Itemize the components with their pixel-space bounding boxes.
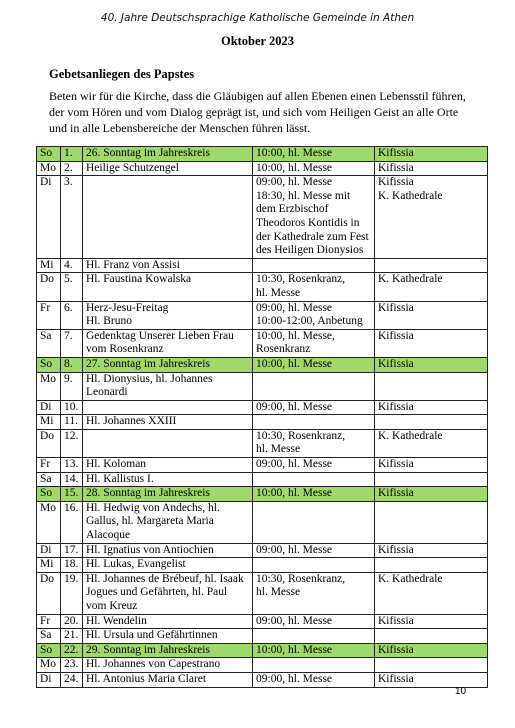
weekday-cell: Di <box>37 672 61 687</box>
date-cell: 19. <box>61 572 83 614</box>
location-cell: Kifissia <box>375 400 488 415</box>
time-cell <box>253 472 375 487</box>
location-cell: Kifissia <box>375 458 488 473</box>
table-row <box>37 658 488 673</box>
table-row-sunday <box>37 643 488 658</box>
time-cell: 10:30, Rosenkranz, hl. Messe <box>253 572 375 614</box>
page-number: 10 <box>455 686 467 697</box>
time-cell <box>253 372 375 400</box>
weekday-cell: So <box>37 643 61 658</box>
weekday-cell: Mi <box>37 558 61 573</box>
date-cell: 5. <box>61 273 83 301</box>
date-cell: 6. <box>61 301 83 329</box>
location-cell <box>375 658 488 673</box>
weekday-cell: Mo <box>37 501 61 543</box>
weekday-cell: So <box>37 147 61 162</box>
table-row <box>37 672 488 687</box>
location-cell: Kifissia <box>375 161 488 176</box>
time-cell: 09:00, hl. Messe <box>253 672 375 687</box>
date-cell: 24. <box>61 672 83 687</box>
event-cell: Hl. Faustina Kowalska <box>83 273 253 301</box>
month-title: Oktober 2023 <box>220 34 295 48</box>
table-row <box>37 572 488 614</box>
event-cell: Gedenktag Unserer Lieben Frau vom Rosenkranz <box>83 329 253 357</box>
weekday-cell: Fr <box>37 301 61 329</box>
prayer-intention-text: Beten wir für die Kirche, dass die Gläubigen auf allen Ebenen einen Lebensstil führen, der vom Hören und vom Dialog geprägt ist, und sich vom Heiligen Geist an alle Orte und in alle Lebensbereiche der Menschen führen lässt. <box>49 89 466 135</box>
date-cell: 13. <box>61 458 83 473</box>
location-cell: K. Kathedrale <box>375 429 488 457</box>
time-cell <box>253 629 375 644</box>
date-cell: 2. <box>61 161 83 176</box>
date-cell: 22. <box>61 643 83 658</box>
date-cell: 12. <box>61 429 83 457</box>
weekday-cell: Mo <box>37 658 61 673</box>
date-cell: 21. <box>61 629 83 644</box>
location-cell: Kifissia <box>375 357 488 372</box>
location-cell: Kifissia <box>375 543 488 558</box>
date-cell: 9. <box>61 372 83 400</box>
time-cell <box>253 558 375 573</box>
location-cell: Kifissia <box>375 614 488 629</box>
weekday-cell: Fr <box>37 614 61 629</box>
location-cell: K. Kathedrale <box>375 273 488 301</box>
event-cell: Hl. Johannes de Brébeuf, hl. Isaak Jogues und Gefährten, hl. Paul vom Kreuz <box>83 572 253 614</box>
time-cell: 10:00, hl. Messe <box>253 643 375 658</box>
weekday-cell: So <box>37 487 61 502</box>
location-cell: Kifissia K. Kathedrale <box>375 176 488 259</box>
location-cell <box>375 629 488 644</box>
table-row <box>37 273 488 301</box>
table-row <box>37 258 488 273</box>
event-cell: Hl. Johannes XXIII <box>83 415 253 430</box>
location-cell <box>375 501 488 543</box>
event-cell: 28. Sonntag im Jahreskreis <box>83 487 253 502</box>
time-cell <box>253 658 375 673</box>
weekday-cell: Sa <box>37 329 61 357</box>
event-cell: Hl. Wendelin <box>83 614 253 629</box>
table-row-sunday <box>37 147 488 162</box>
date-cell: 8. <box>61 357 83 372</box>
event-cell: Hl. Antonius Maria Claret <box>83 672 253 687</box>
event-cell: Hl. Dionysius, hl. Johannes Leonardi <box>83 372 253 400</box>
date-cell: 1. <box>61 147 83 162</box>
date-cell: 4. <box>61 258 83 273</box>
date-cell: 7. <box>61 329 83 357</box>
date-cell: 20. <box>61 614 83 629</box>
time-cell <box>253 501 375 543</box>
weekday-cell: Di <box>37 400 61 415</box>
weekday-cell: Fr <box>37 458 61 473</box>
event-cell: Hl. Kallistus I. <box>83 472 253 487</box>
event-cell: Herz-Jesu-Freitag Hl. Bruno <box>83 301 253 329</box>
table-row <box>37 472 488 487</box>
time-cell: 09:00, hl. Messe 10:00-12:00, Anbetung <box>253 301 375 329</box>
location-cell <box>375 472 488 487</box>
event-cell: Hl. Koloman <box>83 458 253 473</box>
event-cell: Hl. Franz von Assisi <box>83 258 253 273</box>
weekday-cell: Sa <box>37 629 61 644</box>
table-row <box>37 301 488 329</box>
event-cell: Heilige Schutzengel <box>83 161 253 176</box>
time-cell: 09:00, hl. Messe 18:30, hl. Messe mit dem Erzbischof Theodoros Kontidis in der Kathedrale zum Fest des Heiligen Dionysios <box>253 176 375 259</box>
calendar-body <box>37 147 488 688</box>
event-cell: 29. Sonntag im Jahreskreis <box>83 643 253 658</box>
calendar-table <box>36 146 488 688</box>
weekday-cell: Di <box>37 543 61 558</box>
table-row <box>37 329 488 357</box>
event-cell: Hl. Johannes von Capestrano <box>83 658 253 673</box>
date-cell: 18. <box>61 558 83 573</box>
location-cell <box>375 372 488 400</box>
location-cell: Kifissia <box>375 329 488 357</box>
event-cell <box>83 176 253 259</box>
time-cell: 10:30, Rosenkranz, hl. Messe <box>253 273 375 301</box>
table-row <box>37 400 488 415</box>
table-row <box>37 629 488 644</box>
date-cell: 17. <box>61 543 83 558</box>
time-cell: 09:00, hl. Messe <box>253 458 375 473</box>
weekday-cell: Mi <box>37 415 61 430</box>
time-cell: 10:00, hl. Messe <box>253 487 375 502</box>
weekday-cell: Do <box>37 429 61 457</box>
event-cell: Hl. Ignatius von Antiochien <box>83 543 253 558</box>
event-cell: 26. Sonntag im Jahreskreis <box>83 147 253 162</box>
event-cell <box>83 400 253 415</box>
prayer-intention-heading: Gebetsanliegen des Papstes <box>49 67 195 81</box>
weekday-cell: Mi <box>37 258 61 273</box>
table-row <box>37 415 488 430</box>
time-cell: 10:30, Rosenkranz, hl. Messe <box>253 429 375 457</box>
time-cell: 10:00, hl. Messe, Rosenkranz <box>253 329 375 357</box>
table-row <box>37 558 488 573</box>
table-row <box>37 372 488 400</box>
location-cell <box>375 558 488 573</box>
time-cell <box>253 415 375 430</box>
location-cell <box>375 258 488 273</box>
weekday-cell: Sa <box>37 472 61 487</box>
location-cell: K. Kathedrale <box>375 572 488 614</box>
location-cell: Kifissia <box>375 301 488 329</box>
weekday-cell: Do <box>37 273 61 301</box>
time-cell <box>253 258 375 273</box>
time-cell: 09:00, hl. Messe <box>253 400 375 415</box>
date-cell: 15. <box>61 487 83 502</box>
table-row-sunday <box>37 357 488 372</box>
table-row <box>37 458 488 473</box>
weekday-cell: Mo <box>37 161 61 176</box>
time-cell: 10:00, hl. Messe <box>253 357 375 372</box>
event-cell: Hl. Lukas, Evangelist <box>83 558 253 573</box>
time-cell: 09:00, hl. Messe <box>253 543 375 558</box>
date-cell: 11. <box>61 415 83 430</box>
table-row <box>37 161 488 176</box>
weekday-cell: Do <box>37 572 61 614</box>
location-cell <box>375 415 488 430</box>
table-row-sunday <box>37 487 488 502</box>
event-cell: 27. Sonntag im Jahreskreis <box>83 357 253 372</box>
table-row <box>37 176 488 259</box>
date-cell: 14. <box>61 472 83 487</box>
location-cell: Kifissia <box>375 643 488 658</box>
weekday-cell: So <box>37 357 61 372</box>
time-cell: 09:00, hl. Messe <box>253 614 375 629</box>
weekday-cell: Mo <box>37 372 61 400</box>
location-cell: Kifissia <box>375 672 488 687</box>
date-cell: 10. <box>61 400 83 415</box>
time-cell: 10:00, hl. Messe <box>253 147 375 162</box>
event-cell: Hl. Hedwig von Andechs, hl. Gallus, hl. Margareta Maria Alacoque <box>83 501 253 543</box>
table-row <box>37 543 488 558</box>
table-row <box>37 614 488 629</box>
location-cell: Kifissia <box>375 147 488 162</box>
table-row <box>37 429 488 457</box>
date-cell: 23. <box>61 658 83 673</box>
event-cell: Hl. Ursula und Gefährtinnen <box>83 629 253 644</box>
weekday-cell: Di <box>37 176 61 259</box>
document-header: 40. Jahre Deutschsprachige Katholische Gemeinde in Athen <box>100 12 415 24</box>
time-cell: 10:00, hl. Messe <box>253 161 375 176</box>
table-row <box>37 501 488 543</box>
event-cell <box>83 429 253 457</box>
date-cell: 3. <box>61 176 83 259</box>
location-cell: Kifissia <box>375 487 488 502</box>
date-cell: 16. <box>61 501 83 543</box>
